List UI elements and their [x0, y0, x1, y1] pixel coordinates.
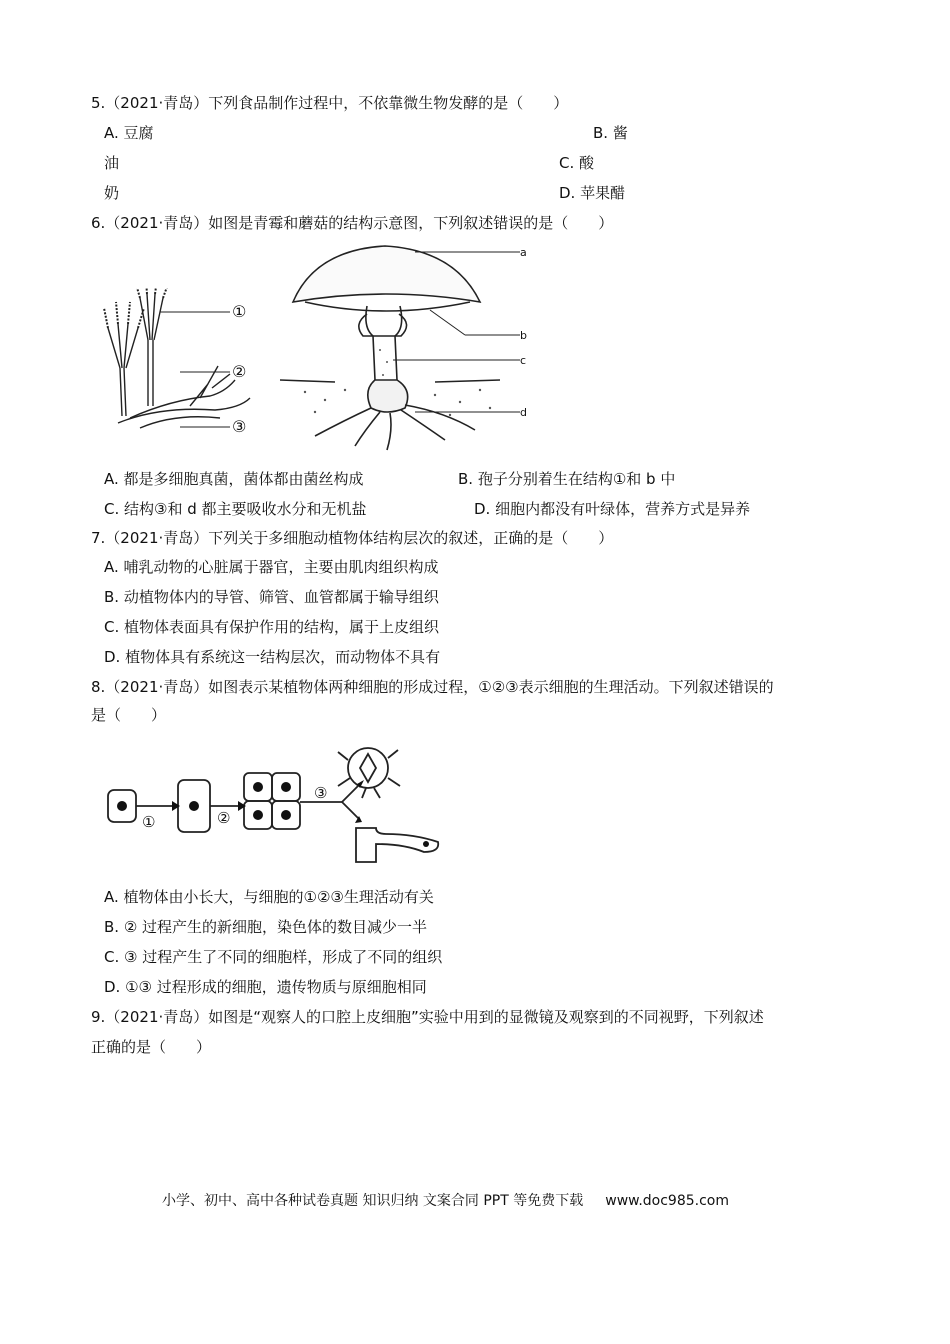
q8-option-a: A. 植物体由小长大，与细胞的①②③生理活动有关 — [104, 888, 434, 906]
footer-url[interactable]: www.doc985.com — [605, 1193, 729, 1209]
q7-stem: 7.（2021·青岛）下列关于多细胞动植物体结构层次的叙述，正确的是（ ） — [91, 529, 614, 547]
penicillium-label-3: ③ — [232, 417, 247, 436]
q9-stem-line2: 正确的是（ ） — [91, 1038, 212, 1056]
mushroom-label-c: c — [520, 354, 527, 367]
q5-option-a: A. 豆腐 — [104, 124, 154, 142]
q5-option-d: D. 苹果醋 — [559, 184, 626, 202]
q6-option-c: C. 结构③和 d 都主要吸收水分和无机盐 — [104, 500, 367, 518]
q8-option-b: B. ② 过程产生的新细胞，染色体的数目减少一半 — [104, 918, 428, 936]
q8-option-d: D. ①③ 过程形成的细胞，遗传物质与原细胞相同 — [104, 978, 427, 996]
cell-division-figure — [104, 740, 449, 870]
q9-stem-line1: 9.（2021·青岛）如图是“观察人的口腔上皮细胞”实验中用到的显微镜及观察到的不同视野，下列叙述 — [91, 1008, 764, 1026]
q5-stem: 5.（2021·青岛）下列食品制作过程中，不依靠微生物发酵的是（ ） — [91, 94, 569, 112]
q5-option-b-cont: 油 — [104, 154, 120, 172]
penicillium-label-2: ② — [232, 362, 247, 381]
q5-option-c-cont: 奶 — [104, 184, 120, 202]
penicillium-leader-lines — [150, 300, 230, 440]
page-footer — [162, 1190, 729, 1210]
q6-stem: 6.（2021·青岛）如图是青霉和蘑菇的结构示意图，下列叙述错误的是（ ） — [91, 214, 614, 232]
q5-option-b: B. 酱 — [593, 124, 628, 142]
penicillium-label-1: ① — [232, 302, 247, 321]
q6-option-d: D. 细胞内都没有叶绿体，营养方式是异养 — [474, 500, 751, 518]
division-label-1: ① — [142, 813, 156, 831]
q8-stem-line2: 是（ ） — [91, 706, 167, 724]
division-label-2: ② — [217, 809, 231, 827]
q7-option-c: C. 植物体表面具有保护作用的结构，属于上皮组织 — [104, 618, 440, 636]
mushroom-label-a: a — [520, 246, 527, 259]
q7-option-a: A. 哺乳动物的心脏属于器官，主要由肌肉组织构成 — [104, 558, 439, 576]
q5-option-c: C. 酸 — [559, 154, 595, 172]
q6-option-a: A. 都是多细胞真菌，菌体都由菌丝构成 — [104, 470, 364, 488]
footer-text: 小学、初中、高中各种试卷真题 知识归纳 文案合同 PPT 等免费下载 — [162, 1193, 584, 1209]
mushroom-label-d: d — [520, 406, 527, 419]
q6-option-b: B. 孢子分别着生在结构①和 b 中 — [458, 470, 676, 488]
division-label-3: ③ — [314, 784, 328, 802]
q7-option-d: D. 植物体具有系统这一结构层次，而动物体不具有 — [104, 648, 441, 666]
mushroom-label-b: b — [520, 329, 527, 342]
q7-option-b: B. 动植物体内的导管、筛管、血管都属于输导组织 — [104, 588, 439, 606]
q8-stem-line1: 8.（2021·青岛）如图表示某植物体两种细胞的形成过程，①②③表示细胞的生理活动。下列叙述错误的 — [91, 678, 774, 696]
q8-option-c: C. ③ 过程产生了不同的细胞样，形成了不同的组织 — [104, 948, 443, 966]
mushroom-figure — [275, 240, 525, 455]
